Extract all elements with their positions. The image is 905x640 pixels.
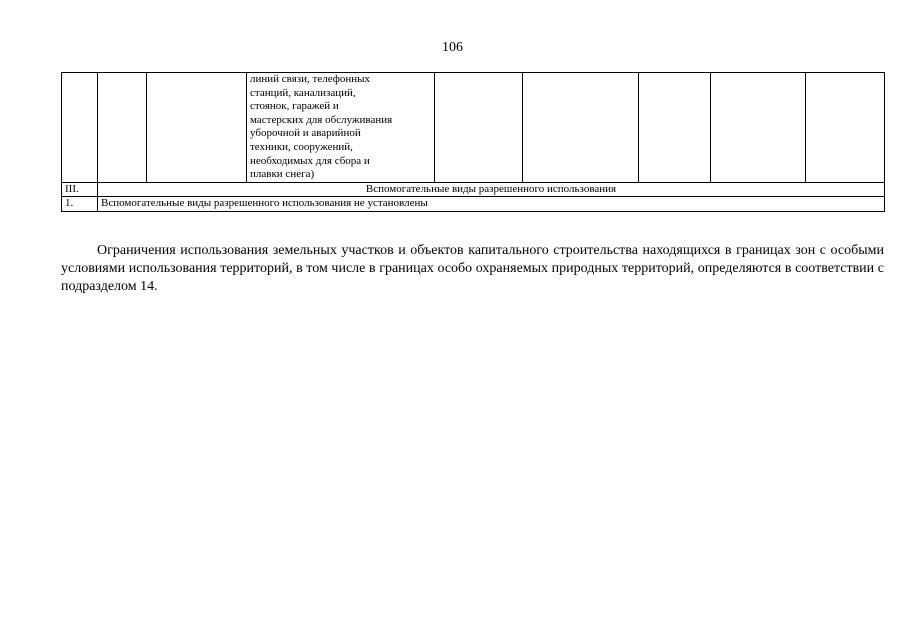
continuation-text-cell: линий связи, телефонных станций, канализаций, стоянок, гаражей и мастерских для обслуживания уборочной и аварийной техники, сооружений, необходимых для сбора и плавки снега) [247,73,435,183]
section-title: Вспомогательные виды разрешенного использования [98,182,885,197]
table-cell [639,73,711,183]
table-cell [711,73,806,183]
table-cell [806,73,885,183]
regulations-table [61,72,885,212]
section-number: III. [62,182,98,197]
table-row-continuation [62,73,885,183]
row-text: Вспомогательные виды разрешенного использования не установлены [98,197,885,212]
table-cell [62,73,98,183]
row-number: 1. [62,197,98,212]
table-cell [435,73,523,183]
restrictions-note: Ограничения использования земельных участков и объектов капитального строительства находящихся в границах зон с особыми условиями использования территорий, в том числе в границах особо охраняемых природных территорий, определяются в соответствии с подразделом 14. [61,243,884,294]
table-cell [98,73,147,183]
table-row [62,197,885,212]
table-cell [147,73,247,183]
page-number: 106 [442,40,463,55]
table-cell [523,73,639,183]
table-row-section-header [62,182,885,197]
